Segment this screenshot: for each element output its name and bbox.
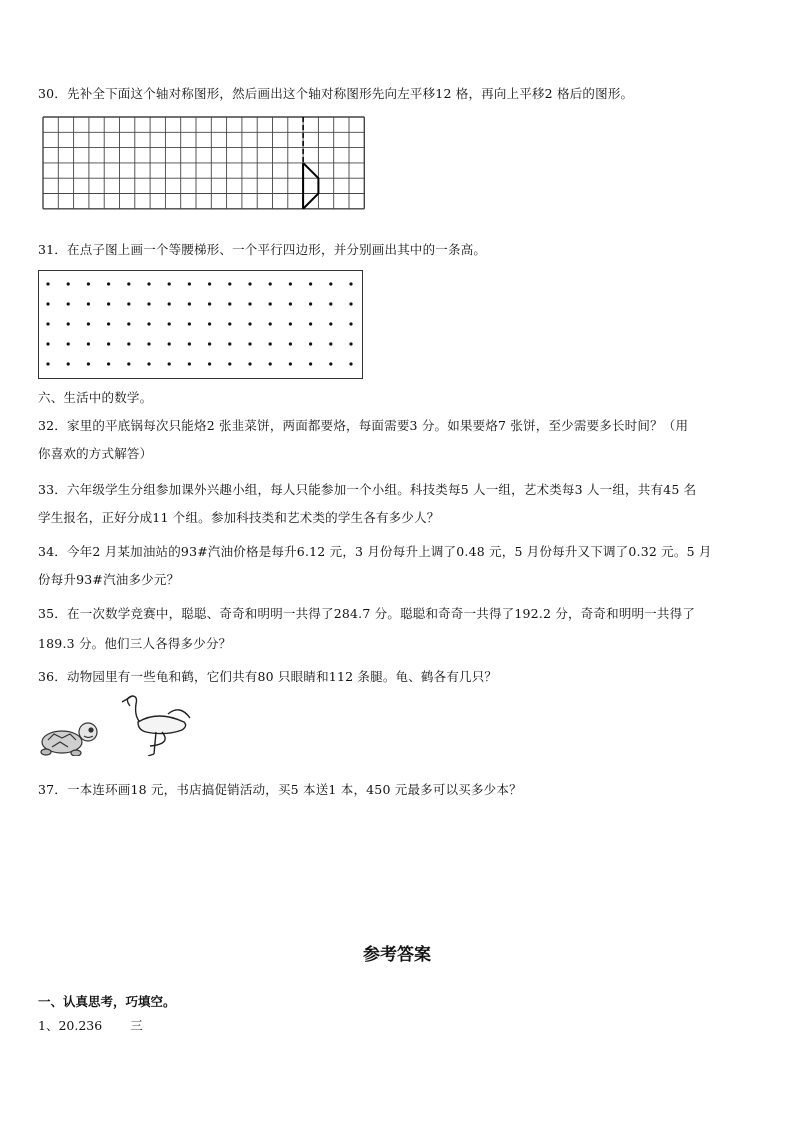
dot	[107, 362, 110, 365]
dot	[248, 342, 251, 345]
dot	[349, 282, 352, 285]
dot	[208, 362, 211, 365]
dot	[349, 302, 352, 305]
dot	[349, 362, 352, 365]
dot-paper	[38, 270, 364, 383]
dot	[309, 282, 312, 285]
dot	[147, 282, 150, 285]
dot	[67, 282, 70, 285]
dot	[228, 282, 231, 285]
question-33-line1: 33．六年级学生分组参加课外兴趣小组，每人只能参加一个小组。科技类每5 人一组，艺术类每3 人一组，共有45 名	[38, 482, 697, 497]
dot	[67, 362, 70, 365]
dot	[269, 362, 272, 365]
dot	[269, 322, 272, 325]
dot	[46, 302, 49, 305]
dot	[168, 282, 171, 285]
dot	[107, 282, 110, 285]
dot	[309, 302, 312, 305]
question-32-line2: 你喜欢的方式解答）	[38, 446, 153, 461]
dot	[228, 302, 231, 305]
dot	[46, 342, 49, 345]
dot	[188, 342, 191, 345]
dot	[67, 322, 70, 325]
dot	[329, 302, 332, 305]
dot	[107, 302, 110, 305]
dot	[329, 362, 332, 365]
dot	[87, 302, 90, 305]
crane-icon	[122, 696, 190, 756]
dot	[127, 322, 130, 325]
dot	[208, 322, 211, 325]
dot	[289, 302, 292, 305]
dot	[127, 282, 130, 285]
question-35-line1: 35．在一次数学竞赛中，聪聪、奇奇和明明一共得了284.7 分。聪聪和奇奇一共得了192.2 分，奇奇和明明一共得了	[38, 606, 696, 621]
dot	[188, 362, 191, 365]
dot	[168, 302, 171, 305]
dot	[309, 322, 312, 325]
turtle-crane-illustration	[38, 692, 198, 759]
dot	[127, 342, 130, 345]
dot	[248, 282, 251, 285]
dot	[228, 322, 231, 325]
dot	[168, 342, 171, 345]
dot	[309, 342, 312, 345]
dot	[147, 362, 150, 365]
answers-section-1: 一、认真思考，巧填空。	[38, 994, 176, 1009]
dot	[127, 302, 130, 305]
dot	[329, 322, 332, 325]
dot	[329, 342, 332, 345]
answer-item-1	[38, 1016, 167, 1034]
dot	[188, 302, 191, 305]
dot	[269, 282, 272, 285]
dot	[147, 342, 150, 345]
dot	[147, 302, 150, 305]
dot	[147, 322, 150, 325]
question-34-line1: 34．今年2 月某加油站的93#汽油价格是每升6.12 元，3 月份每升上调了0.48 元，5 月份每升又下调了0.32 元。5 月	[38, 544, 712, 559]
turtle-icon	[41, 723, 97, 756]
question-33-line2: 学生报名，正好分成11 个组。参加科技类和艺术类的学生各有多少人？	[38, 510, 440, 525]
dot	[208, 302, 211, 305]
dot	[269, 302, 272, 305]
dot	[309, 362, 312, 365]
dot	[208, 282, 211, 285]
dot	[107, 322, 110, 325]
dot	[329, 282, 332, 285]
dot	[46, 362, 49, 365]
dot	[168, 362, 171, 365]
dot	[349, 322, 352, 325]
dot	[46, 282, 49, 285]
dot	[46, 322, 49, 325]
answer-item-1-number: 1、20.236	[38, 1018, 103, 1033]
dot	[248, 362, 251, 365]
dot	[87, 362, 90, 365]
dot	[127, 362, 130, 365]
partial-figure	[303, 163, 318, 209]
dot	[289, 282, 292, 285]
question-34-line2: 份每升93#汽油多少元？	[38, 572, 180, 587]
dot	[87, 282, 90, 285]
dot	[228, 362, 231, 365]
dot	[289, 362, 292, 365]
dot	[349, 342, 352, 345]
question-36-text: 36．动物园里有一些龟和鹤，它们共有80 只眼睛和112 条腿。龟、鹤各有几只？	[38, 669, 498, 684]
question-30-text: 30．先补全下面这个轴对称图形，然后画出这个轴对称图形先向左平移12 格，再向上平移2 格后的图形。	[38, 86, 634, 101]
dot	[289, 322, 292, 325]
question-37-text: 37．一本连环画18 元，书店搞促销活动，买5 本送1 本，450 元最多可以买多少本？	[38, 782, 522, 797]
dot	[208, 342, 211, 345]
symmetry-grid	[42, 116, 374, 225]
question-31-text: 31．在点子图上画一个等腰梯形、一个平行四边形，并分别画出其中的一条高。	[38, 242, 487, 257]
dot	[248, 302, 251, 305]
dot	[168, 322, 171, 325]
question-32-line1: 32．家里的平底锅每次只能烙2 张韭菜饼，两面都要烙，每面需要3 分。如果要烙7 张饼，至少需要多长时间？（用	[38, 418, 689, 433]
dot	[67, 342, 70, 345]
dot	[188, 282, 191, 285]
dot	[228, 342, 231, 345]
dot	[87, 342, 90, 345]
dot	[289, 342, 292, 345]
dot	[87, 322, 90, 325]
dot	[188, 322, 191, 325]
answers-heading: 参考答案	[363, 945, 431, 965]
answer-item-1-extra: 三	[130, 1018, 143, 1033]
section-6-title: 六、生活中的数学。	[38, 390, 153, 405]
question-35-line2: 189.3 分。他们三人各得多少分？	[38, 636, 232, 651]
dot	[248, 322, 251, 325]
dot	[107, 342, 110, 345]
dot	[269, 342, 272, 345]
dot	[67, 302, 70, 305]
